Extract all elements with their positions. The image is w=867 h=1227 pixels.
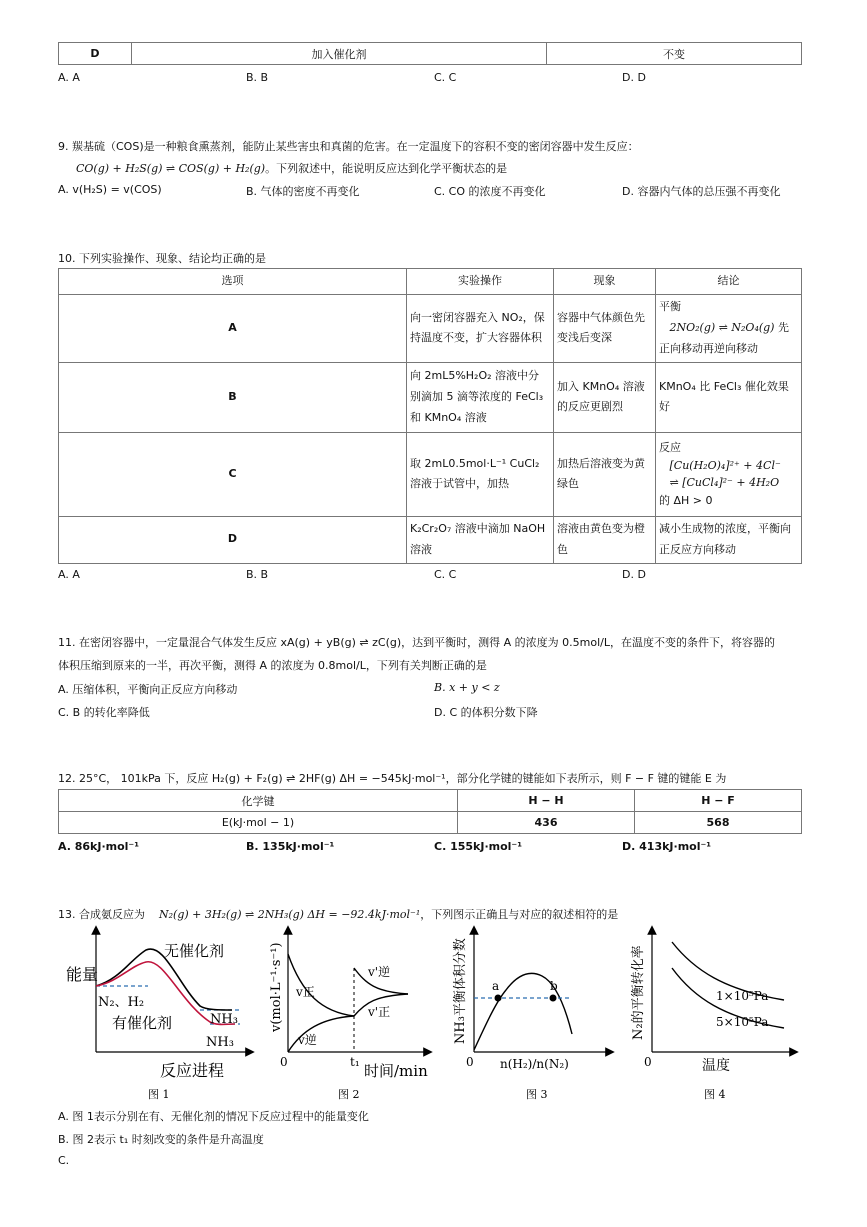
q10-option-c[interactable]: C. C	[434, 568, 457, 581]
q10-row-b-concl: KMnO₄ 比 FeCl₃ 催化效果好	[656, 362, 802, 432]
fig1-y-label	[66, 965, 98, 984]
q9-equation: CO(g) + H₂S(g) ⇌ COS(g) + H₂(g)	[76, 162, 266, 175]
fig3-y-label: NH₃平衡体积分数	[453, 938, 468, 1044]
q11-option-a[interactable]: A. 压缩体积，平衡向正反应方向移动	[58, 683, 238, 696]
q13-option-b[interactable]: B. 图 2表示 t₁ 时刻改变的条件是升高温度	[58, 1133, 264, 1146]
q10-row-a-concl: 平衡 2NO₂(g) ⇌ N₂O₄(g) 先正向移动再逆向移动	[656, 294, 802, 362]
fig1-product-label-1: NH₃	[210, 1012, 238, 1027]
figure-2	[262, 924, 434, 1106]
table-row	[59, 812, 802, 834]
top-table-result: 不变	[547, 43, 802, 65]
q10-row-c-label: C	[59, 432, 407, 516]
fig4-origin: 0	[644, 1055, 652, 1069]
q10-row-c-phen: 加热后溶液变为黄绿色	[554, 432, 656, 516]
q9-stem: 9. 羰基硫（COS)是一种粮食熏蒸剂，能防止某些害虫和真菌的危害。在一定温度下的容积不变的密闭容器中发生反应：	[58, 140, 639, 153]
q9-option-b[interactable]: B. 气体的密度不再变化	[246, 185, 360, 198]
q10-row-c-concl: 反应 [Cu(H₂O)₄]²⁺ + 4Cl⁻ ⇌ [CuCl₄]²⁻ + 4H₂O 的 ΔH > 0	[656, 432, 802, 516]
fig1-catalyst-label: 有催化剂	[112, 1014, 173, 1032]
q10-option-a[interactable]: A. A	[58, 568, 80, 581]
q8-option-a[interactable]: A. A	[58, 71, 80, 84]
table-row	[59, 432, 802, 516]
q10-row-c-op: 取 2mL0.5mol·L⁻¹ CuCl₂ 溶液于试管中，加热	[407, 432, 554, 516]
q10-option-d[interactable]: D. D	[622, 568, 646, 581]
q11-option-d[interactable]: D. C 的体积分数下降	[434, 706, 538, 719]
q10-header-option: 选项	[59, 269, 407, 295]
q10-row-d-label: D	[59, 516, 407, 563]
q10-row-d-phen: 溶液由黄色变为橙色	[554, 516, 656, 563]
q10-row-d-op: K₂Cr₂O₇ 溶液中滴加 NaOH 溶液	[407, 516, 554, 563]
q12-option-c[interactable]: C. 155kJ·mol⁻¹	[434, 840, 523, 853]
fig2-t1-label: t₁	[350, 1055, 360, 1069]
fig1-y-label-text: 能量	[66, 965, 99, 984]
q13-equation: N₂(g) + 3H₂(g) ⇌ 2NH₃(g) ΔH = −92.4kJ·mol⁻¹	[159, 908, 421, 921]
q12-stem: 12. 25°C， 101kPa 下，反应 H₂(g) + F₂(g) ⇌ 2HF(g) ΔH = −545kJ·mol⁻¹，部分化学键的键能如下表所示，则 F − F 键的键能 E 为	[58, 772, 727, 785]
q8-option-b[interactable]: B. B	[246, 71, 269, 84]
q8-option-c[interactable]: C. C	[434, 71, 457, 84]
q12-value-hf: 568	[635, 812, 802, 834]
fig1-no-catalyst-label: 无催化剂	[164, 942, 225, 960]
table-row	[59, 362, 802, 432]
q10-option-b[interactable]: B. B	[246, 568, 269, 581]
q10-header-operation: 实验操作	[407, 269, 554, 295]
fig4-caption: 图 4	[704, 1088, 726, 1101]
top-table-operation: 加入催化剂	[132, 43, 547, 65]
q10-row-a-op: 向一密闭容器充入 NO₂，保持温度不变，扩大容器体积	[407, 294, 554, 362]
q10-row-a-label: A	[59, 294, 407, 362]
fig2-v-forward-label: v正	[296, 985, 315, 999]
q10-row-d-concl: 减小生成物的浓度，平衡向正反应方向移动	[656, 516, 802, 563]
fig4-label-1e5: 1×10⁵Pa	[716, 989, 769, 1003]
q12-header-bond: 化学键	[59, 790, 458, 812]
table-row	[59, 294, 802, 362]
top-table-label: D	[59, 43, 132, 65]
fig3-point-a	[495, 995, 502, 1002]
q11-line2: 体积压缩到原来的一半，再次平衡，测得 A 的浓度为 0.8mol/L，下列有关判断正确的是	[58, 659, 487, 672]
q10-header-conclusion: 结论	[656, 269, 802, 295]
fig3-label-a: a	[492, 979, 500, 993]
fig2-origin: 0	[280, 1055, 288, 1069]
fig3-caption: 图 3	[526, 1088, 548, 1101]
fig1-reactants-label: N₂、H₂	[98, 995, 145, 1010]
q12-header-hf: H − F	[635, 790, 802, 812]
q9-option-c[interactable]: C. CO 的浓度不再变化	[434, 185, 546, 198]
q12-header-hh: H − H	[458, 790, 635, 812]
fig3-label-b: b	[550, 979, 558, 993]
fig3-origin: 0	[466, 1055, 474, 1069]
q12-option-a[interactable]: A. 86kJ·mol⁻¹	[58, 840, 140, 853]
fig4-label-5e5: 5×10⁵Pa	[716, 1015, 769, 1029]
q9-option-a[interactable]: A. v(H₂S) = v(COS)	[58, 183, 162, 196]
q10-row-b-phen: 加入 KMnO₄ 溶液的反应更剧烈	[554, 362, 656, 432]
q10-stem: 10. 下列实验操作、现象、结论均正确的是	[58, 252, 266, 265]
fig2-v-forward2-label: v'正	[368, 1005, 391, 1019]
q10-row-b-label: B	[59, 362, 407, 432]
fig2-y-label: v(mol·L⁻¹·s⁻¹)	[269, 942, 284, 1032]
q10-row-a-phen: 容器中气体颜色先变浅后变深	[554, 294, 656, 362]
fig4-x-label: 温度	[702, 1058, 730, 1074]
fig4-y-label: N₂的平衡转化率	[631, 945, 646, 1040]
fig3-point-b	[550, 995, 557, 1002]
figure-4	[624, 924, 800, 1106]
q10-table	[58, 268, 802, 564]
fig2-caption: 图 2	[338, 1088, 360, 1101]
fig3-x-label: n(H₂)/n(N₂)	[500, 1057, 569, 1071]
fig1-product-label-2: NH₃	[206, 1035, 234, 1050]
q8-option-d[interactable]: D. D	[622, 71, 646, 84]
top-table	[58, 42, 802, 65]
q10-row-b-op: 向 2mL5%H₂O₂ 溶液中分别滴加 5 滴等浓度的 FeCl₃ 和 KMnO₄ 溶液	[407, 362, 554, 432]
q13-stem: 13. 合成氨反应为 N₂(g) + 3H₂(g) ⇌ 2NH₃(g) ΔH = −92.4kJ·mol⁻¹，下列图示正确且与对应的叙述相符的是	[58, 908, 619, 921]
q9-line2	[76, 160, 507, 176]
q12-option-b[interactable]: B. 135kJ·mol⁻¹	[246, 840, 335, 853]
q11-option-b[interactable]: B. x + y < z	[434, 681, 500, 694]
fig2-v-reverse2-label: v'逆	[368, 965, 391, 979]
figure-1	[60, 924, 260, 1106]
fig1-caption: 图 1	[148, 1088, 170, 1101]
fig2-v-reverse-label: v逆	[298, 1033, 317, 1047]
figure-3	[446, 924, 618, 1106]
q10-header-phenomenon: 现象	[554, 269, 656, 295]
q11-option-c[interactable]: C. B 的转化率降低	[58, 706, 150, 719]
q13-option-a[interactable]: A. 图 1表示分别在有、无催化剂的情况下反应过程中的能量变化	[58, 1110, 369, 1123]
q12-value-hh: 436	[458, 812, 635, 834]
q13-option-c[interactable]: C.	[58, 1154, 70, 1167]
q12-table	[58, 789, 802, 834]
q12-row-label: E(kJ·mol − 1)	[59, 812, 458, 834]
q9-tail: 。下列叙述中，能说明反应达到化学平衡状态的是	[265, 162, 508, 175]
fig1-x-label: 反应进程	[160, 1061, 225, 1080]
table-row	[59, 516, 802, 563]
fig2-x-label: 时间/min	[364, 1062, 428, 1080]
q12-option-d[interactable]: D. 413kJ·mol⁻¹	[622, 840, 712, 853]
q11-line1: 11. 在密闭容器中，一定量混合气体发生反应 xA(g) + yB(g) ⇌ zC(g)，达到平衡时，测得 A 的浓度为 0.5mol/L，在温度不变的条件下，将容器的	[58, 636, 775, 649]
q9-option-d[interactable]: D. 容器内气体的总压强不再变化	[622, 185, 781, 198]
